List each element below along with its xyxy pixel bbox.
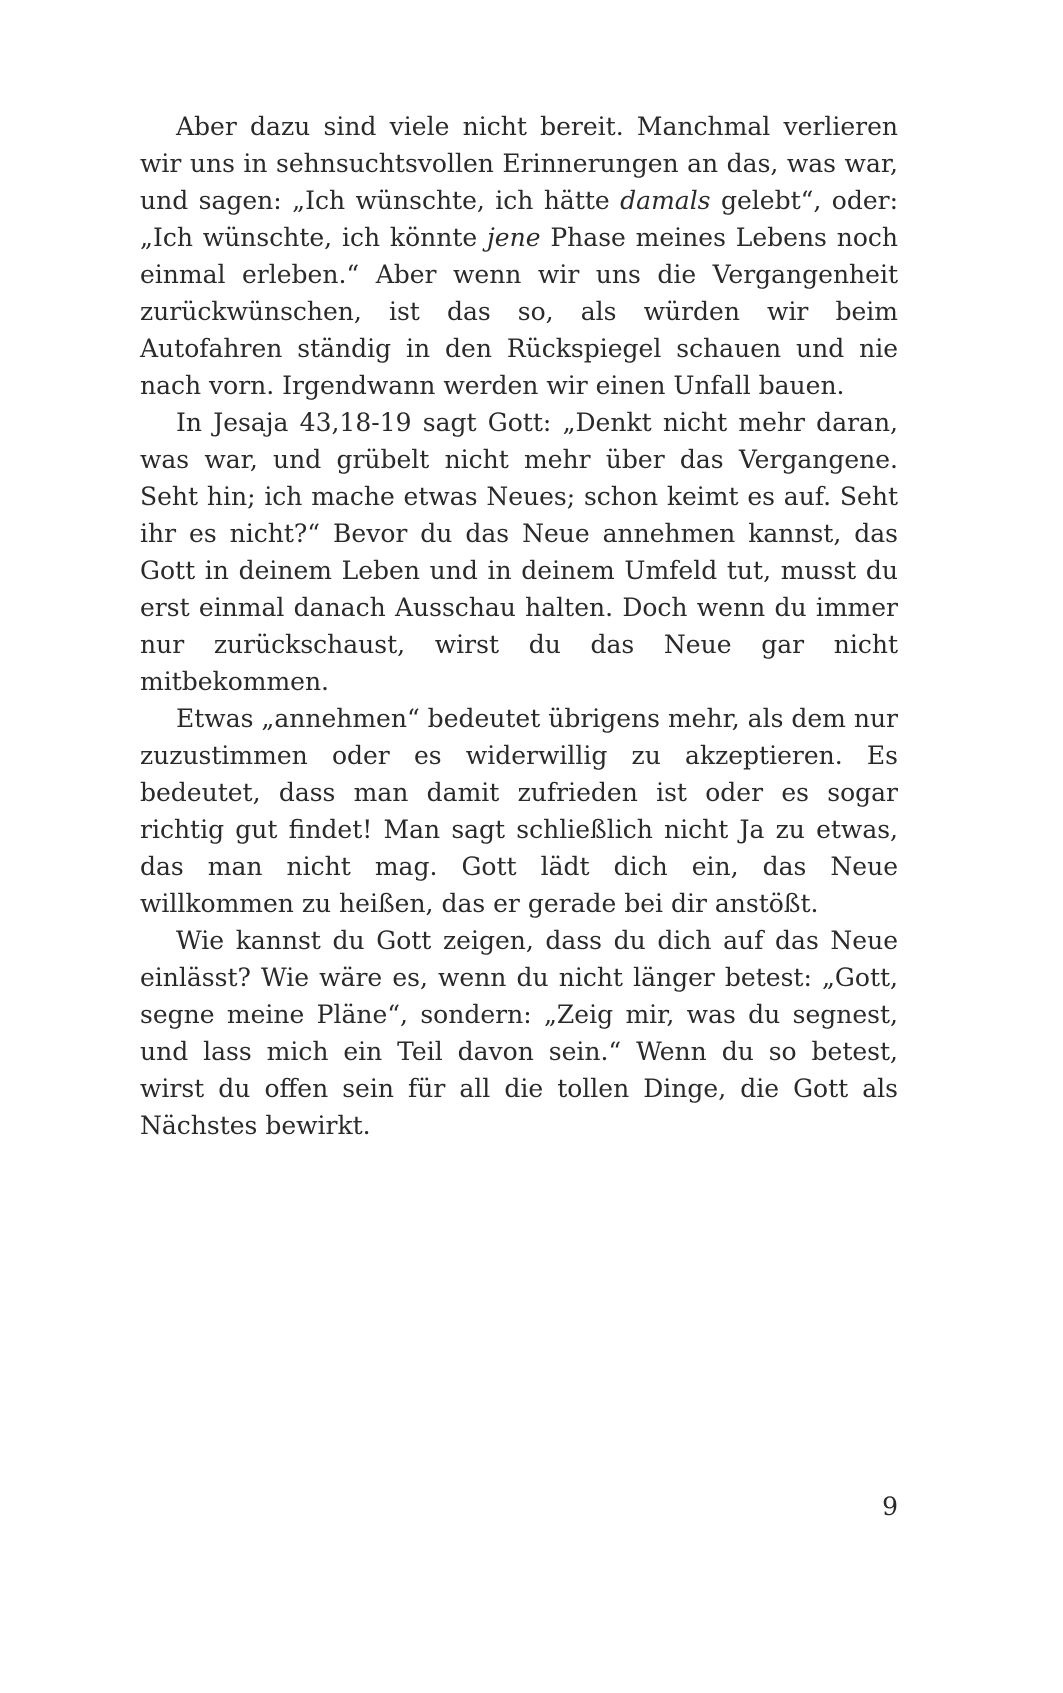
body-text (140, 108, 898, 1144)
paragraph-3: Etwas „annehmen“ bedeutet übrigens mehr, als dem nur zuzustimmen oder es widerwillig zu akzeptieren. Es bedeutet, dass man damit zufrieden ist oder es sogar richtig gut findet! Man sagt schließlich nicht Ja zu etwas, das man nicht mag. Gott lädt dich ein, das Neue willkommen zu heißen, das er gerade bei dir anstößt. (140, 704, 898, 918)
emphasis-damals: damals (620, 186, 711, 215)
paragraph-1 (140, 108, 898, 404)
emphasis-jene: jene (487, 223, 541, 252)
paragraph-1-part-c: Phase meines Lebens noch einmal erleben.“ Aber wenn wir uns die Vergangenheit zurückwünschen, ist das so, als würden wir beim Autofahren ständig in den Rückspiegel schauen und nie nach vorn. Irgendwann werden wir einen Unfall bauen. (140, 223, 898, 400)
paragraph-4: Wie kannst du Gott zeigen, dass du dich auf das Neue einlässt? Wie wäre es, wenn du nicht länger betest: „Gott, segne meine Pläne“, sondern: „Zeig mir, was du segnest, und lass mich ein Teil davon sein.“ Wenn du so betest, wirst du offen sein für all die tollen Dinge, die Gott als Nächstes bewirkt. (140, 926, 898, 1140)
paragraph-2: In Jesaja 43,18-19 sagt Gott: „Denkt nicht mehr daran, was war, und grübelt nicht mehr über das Vergangene. Seht hin; ich mache etwas Neues; schon keimt es auf. Seht ihr es nicht?“ Bevor du das Neue annehmen kannst, das Gott in deinem Leben und in deinem Umfeld tut, musst du erst einmal danach Ausschau halten. Doch wenn du immer nur zurückschaust, wirst du das Neue gar nicht mitbekommen. (140, 408, 898, 696)
page-number: 9 (882, 1492, 898, 1521)
paragraph-1-part-b: gelebt“, oder: „Ich wünschte, ich könnte (140, 186, 899, 252)
paragraph-1-part-a: Aber dazu sind viele nicht bereit. Manchmal verlieren wir uns in sehnsuchtsvollen Erinnerungen an das, was war, und sagen: „Ich wünschte, ich hätte (140, 112, 898, 215)
